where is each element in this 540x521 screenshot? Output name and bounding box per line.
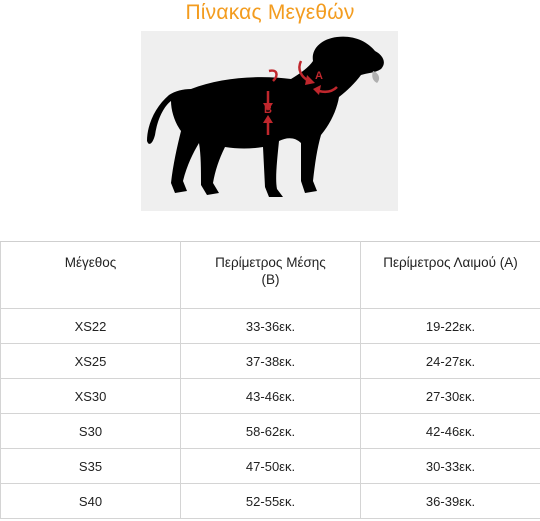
header-neck-text: Περίμετρος Λαιμού (Α) (383, 255, 518, 270)
cell-neck: 30-33εκ. (361, 449, 540, 484)
table-row (1, 449, 540, 484)
header-size: Μέγεθος (1, 242, 181, 309)
cell-size: S35 (1, 449, 181, 484)
cell-waist: 43-46εκ. (181, 379, 361, 414)
size-table (0, 241, 540, 519)
dog-measurement-figure (141, 31, 398, 211)
cell-waist: 37-38εκ. (181, 344, 361, 379)
cell-size: S40 (1, 484, 181, 519)
waist-label: B (264, 104, 272, 116)
cell-waist: 58-62εκ. (181, 414, 361, 449)
table-row (1, 484, 540, 519)
header-neck (361, 242, 540, 309)
cell-neck: 24-27εκ. (361, 344, 540, 379)
cell-neck: 42-46εκ. (361, 414, 540, 449)
cell-size: XS22 (1, 309, 181, 344)
table-row (1, 379, 540, 414)
cell-waist: 33-36εκ. (181, 309, 361, 344)
cell-waist: 52-55εκ. (181, 484, 361, 519)
cell-size: XS30 (1, 379, 181, 414)
dog-illustration (141, 31, 398, 211)
page-title: Πίνακας Μεγεθών (185, 1, 355, 24)
table-header-row (1, 242, 540, 309)
cell-neck: 19-22εκ. (361, 309, 540, 344)
table-row (1, 414, 540, 449)
neck-label: A (315, 70, 323, 82)
cell-size: XS25 (1, 344, 181, 379)
cell-waist: 47-50εκ. (181, 449, 361, 484)
table-row (1, 309, 540, 344)
header-waist-text: Περίμετρος Μέσης (Β) (215, 255, 326, 287)
cell-size: S30 (1, 414, 181, 449)
cell-neck: 36-39εκ. (361, 484, 540, 519)
table-row (1, 344, 540, 379)
cell-neck: 27-30εκ. (361, 379, 540, 414)
header-waist (181, 242, 361, 309)
